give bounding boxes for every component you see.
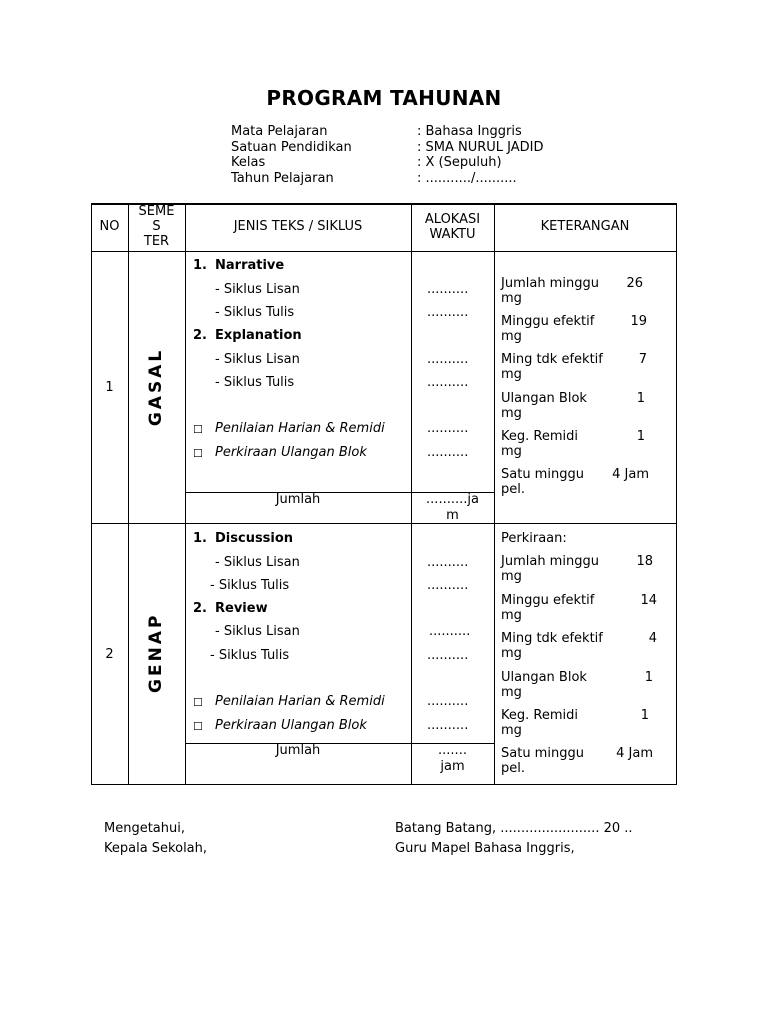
keterangan-value: 18 [636, 554, 653, 569]
header-semester-line-1: SEME [138, 204, 175, 219]
keterangan-header: Perkiraan: [501, 531, 567, 546]
keterangan-unit: mg [501, 569, 522, 584]
keterangan-label: Keg. Remidi [501, 429, 578, 444]
checkbox-bullet-icon: ☐ [193, 423, 203, 436]
keterangan-entry [501, 746, 661, 784]
keterangan-unit: mg [501, 367, 522, 382]
footer-mengetahui: Mengetahui, [104, 821, 185, 836]
header-semester-line-3: TER [143, 234, 170, 249]
keterangan-unit: mg [501, 608, 522, 623]
meta-value-subject: : Bahasa Inggris [417, 124, 522, 139]
keterangan-entry [501, 314, 661, 352]
keterangan-value: 14 [640, 593, 657, 608]
keterangan-value: 26 [626, 276, 643, 291]
row-2-item-text: Perkiraan Ulangan Blok [215, 718, 367, 733]
row-2-item-num: 2. [193, 601, 207, 616]
row-2-jumlah-alloc [411, 743, 494, 775]
keterangan-entry [501, 467, 661, 505]
keterangan-entry [501, 276, 661, 314]
row-2-semester: GENAP [146, 612, 166, 693]
row-1-item-alloc: .......... [427, 375, 469, 390]
row-2-item-text: - Siklus Tulis [210, 648, 290, 663]
header-keterangan: KETERANGAN [540, 219, 630, 234]
footer-place-date: Batang Batang, ........................ 20 .. [395, 821, 633, 836]
row-1-item-text: - Siklus Tulis [215, 375, 295, 390]
keterangan-value: 1 [636, 391, 645, 406]
row-1-item-num: 2. [193, 328, 207, 343]
keterangan-label: Ulangan Blok [501, 391, 587, 406]
row-2-item-title: Discussion [215, 531, 294, 546]
keterangan-unit: mg [501, 406, 522, 421]
row-1-item-num: 1. [193, 258, 207, 273]
header-alokasi-line-1: ALOKASI [424, 212, 481, 227]
keterangan-label: Minggu efektif [501, 314, 595, 329]
keterangan-entry [501, 352, 661, 391]
row-1-item-text: Penilaian Harian & Remidi [215, 421, 385, 436]
row-2-jumlah-label: Jumlah [275, 743, 321, 758]
keterangan-label: Minggu efektif [501, 593, 595, 608]
keterangan-label: Ming tdk efektif [501, 352, 603, 367]
keterangan-label: Satu minggu [501, 746, 584, 761]
header-no: NO [99, 219, 120, 234]
keterangan-unit: pel. [501, 482, 525, 497]
keterangan-value: 4 Jam [616, 746, 653, 761]
row-2-item-alloc: .......... [427, 578, 469, 593]
keterangan-value: 4 [648, 631, 657, 646]
keterangan-entry [501, 391, 661, 429]
row-2-item-text: - Siklus Tulis [210, 578, 290, 593]
row-2-item-num: 1. [193, 531, 207, 546]
row-1-jumlah-label: Jumlah [275, 492, 321, 507]
row-2-item-alloc: .......... [427, 648, 469, 663]
header-alokasi [411, 212, 494, 242]
row-2-item-alloc: .......... [427, 555, 469, 570]
row-2-jumlah-alloc-line-2: jam [440, 759, 465, 774]
keterangan-unit: mg [501, 444, 522, 459]
row-1-item-text: - Siklus Lisan [215, 282, 300, 297]
keterangan-label: Satu minggu [501, 467, 584, 482]
header-semester [128, 204, 185, 249]
row-1-item-alloc: .......... [427, 445, 469, 460]
row-1-item-text: Perkiraan Ulangan Blok [215, 445, 367, 460]
keterangan-unit: mg [501, 646, 522, 661]
keterangan-entry [501, 670, 661, 708]
checkbox-bullet-icon: ☐ [193, 720, 203, 733]
keterangan-label: Keg. Remidi [501, 708, 578, 723]
row-1-item-title: Narrative [215, 258, 285, 273]
row-1-jumlah-alloc [411, 492, 494, 524]
row-2-item-text: Penilaian Harian & Remidi [215, 694, 385, 709]
footer-kepala-sekolah: Kepala Sekolah, [104, 841, 208, 856]
row-1-item-alloc: .......... [427, 352, 469, 367]
row-1-item-alloc: .......... [427, 282, 469, 297]
meta-label-school: Satuan Pendidikan [231, 140, 352, 155]
meta-label-subject: Mata Pelajaran [231, 124, 328, 139]
checkbox-bullet-icon: ☐ [193, 447, 203, 460]
row-2-item-alloc: .......... [429, 624, 471, 639]
row-2-item-text: - Siklus Lisan [215, 555, 300, 570]
row-1-semester: GASAL [146, 347, 166, 427]
row-2-no: 2 [105, 647, 114, 662]
keterangan-unit: mg [501, 685, 522, 700]
meta-value-year: : .........../.......... [417, 171, 517, 186]
keterangan-value: 1 [640, 708, 649, 723]
page-title: PROGRAM TAHUNAN [266, 86, 502, 110]
row-1-no: 1 [105, 380, 114, 395]
row-1-item-text: - Siklus Tulis [215, 305, 295, 320]
row-1-jumlah-alloc-line-1: ..........ja [426, 492, 479, 507]
keterangan-entry [501, 631, 661, 670]
row-1-keterangan [501, 276, 661, 505]
keterangan-entry [501, 593, 661, 631]
keterangan-entry [501, 708, 661, 746]
checkbox-bullet-icon: ☐ [193, 696, 203, 709]
meta-label-year: Tahun Pelajaran [231, 171, 334, 186]
row-1-item-alloc: .......... [427, 305, 469, 320]
keterangan-entry [501, 429, 661, 467]
keterangan-unit: mg [501, 291, 522, 306]
row-2-item-text: - Siklus Lisan [215, 624, 300, 639]
header-alokasi-line-2: WAKTU [429, 227, 476, 242]
keterangan-value: 1 [644, 670, 653, 685]
keterangan-value: 19 [630, 314, 647, 329]
keterangan-label: Jumlah minggu [501, 276, 599, 291]
meta-label-class: Kelas [231, 155, 266, 170]
row-2-item-title: Review [215, 601, 268, 616]
row-1-item-text: - Siklus Lisan [215, 352, 300, 367]
row-1-jumlah-alloc-line-2: m [446, 508, 459, 523]
row-1-item-alloc: .......... [427, 421, 469, 436]
keterangan-value: 7 [638, 352, 647, 367]
keterangan-entry [501, 554, 661, 593]
keterangan-unit: mg [501, 723, 522, 738]
keterangan-unit: mg [501, 329, 522, 344]
meta-value-school: : SMA NURUL JADID [417, 140, 544, 155]
footer-guru-mapel: Guru Mapel Bahasa Inggris, [395, 841, 575, 856]
row-2-jumlah-alloc-line-1: ....... [438, 743, 467, 758]
keterangan-value: 1 [636, 429, 645, 444]
row-1-item-title: Explanation [215, 328, 302, 343]
keterangan-value: 4 Jam [612, 467, 649, 482]
meta-value-class: : X (Sepuluh) [417, 155, 502, 170]
keterangan-label: Ming tdk efektif [501, 631, 603, 646]
header-semester-line-2: S [152, 219, 161, 234]
row-2-keterangan [501, 531, 661, 784]
header-jenis: JENIS TEKS / SIKLUS [233, 219, 363, 234]
keterangan-unit: pel. [501, 761, 525, 776]
row-2-item-alloc: .......... [427, 718, 469, 733]
keterangan-label: Ulangan Blok [501, 670, 587, 685]
row-2-item-alloc: .......... [427, 694, 469, 709]
keterangan-label: Jumlah minggu [501, 554, 599, 569]
